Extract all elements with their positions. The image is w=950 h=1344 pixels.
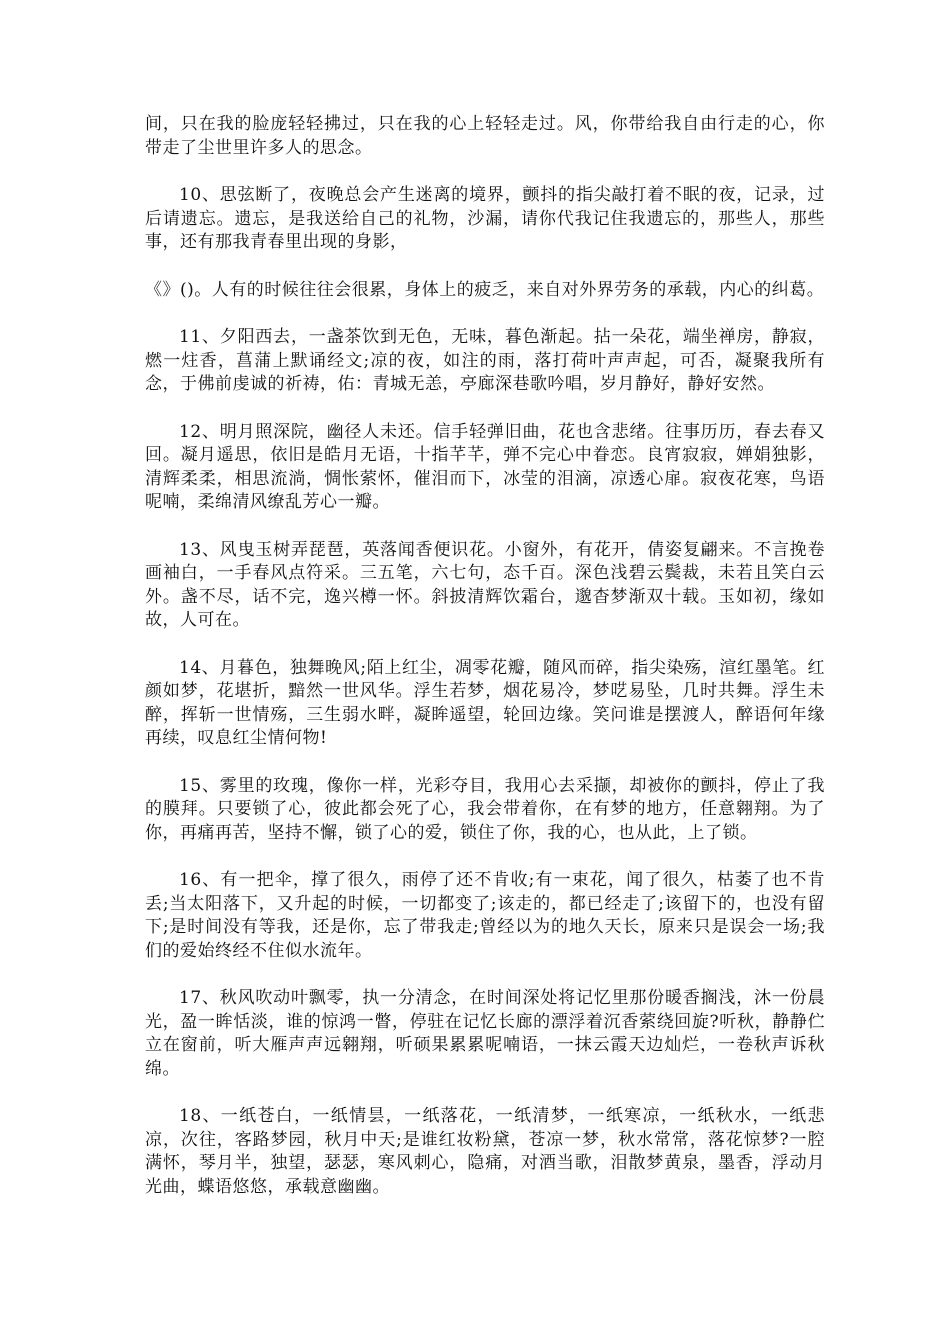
document-body: [145, 113, 825, 1223]
paragraph-10: 18、一纸苍白，一纸情昙，一纸落花，一纸清梦，一纸寒凉，一纸秋水，一纸悲凉，次往，客路梦园，秋月中天;是谁红妆粉黛，苍凉一梦，秋水常常，落花惊梦?一腔满怀，琴月半，独望，瑟瑟，寒风刺心，隐痛，对酒当歌，泪散梦黄泉，墨香，浮动月光曲，蝶语悠悠，承载意幽幽。: [145, 1106, 825, 1197]
paragraph-6: 14、月暮色，独舞晚风;陌上红尘，凋零花瓣，随风而碎，指尖染殇，渲红墨笔。红颜如梦，花堪折，黯然一世风华。浮生若梦，烟花易冷，梦呓易坠，几时共舞。浮生未醉，挥斩一世情殇，三生弱水畔，凝眸遥望，轮回边缘。笑问谁是摆渡人，醉语何年缘再续，叹息红尘情何物!: [145, 657, 825, 748]
paragraph-3: 11、夕阳西去，一盏茶饮到无色，无味，暮色渐起。拈一朵花，端坐禅房，静寂，燃一炷香，菖蒲上默诵经文;凉的夜，如注的雨，落打荷叶声声起，可否，凝聚我所有念，于佛前虔诚的祈祷，佑：青城无恙，亭廊深巷歌吟唱，岁月静好，静好安然。: [145, 327, 825, 394]
paragraph-1: 10、思弦断了，夜晚总会产生迷离的境界，颤抖的指尖敲打着不眠的夜，记录，过后请遗忘。遗忘，是我送给自己的礼物，沙漏，请你代我记住我遗忘的，那些人，那些事，还有那我青春里出现的身影，: [145, 185, 825, 252]
paragraph-4: 12、明月照深院，幽径人未还。信手轻弹旧曲，花也含悲绪。往事历历，春去春又回。凝月遥思，依旧是皓月无语，十指芊芊，弹不完心中眷恋。良宵寂寂，婵娟独影，清辉柔柔，相思流淌，惆怅萦怀，催泪而下，冰莹的泪滴，凉透心扉。寂夜花寒，鸟语呢喃，柔绵清风缭乱芳心一瓣。: [145, 421, 825, 512]
paragraph-2: 《》()。人有的时候往往会很累，身体上的疲乏，来自对外界劳务的承载，内心的纠葛。: [145, 279, 825, 300]
paragraph-9: 17、秋风吹动叶飘零，执一分清念，在时间深处将记忆里那份暖香搁浅，沐一份晨光，盈一眸恬淡，谁的惊鸿一瞥，停驻在记忆长廊的漂浮着沉香萦绕回旋?听秋，静静伫立在窗前，听大雁声声远翱翔，听硕果累累呢喃语，一抹云霞天边灿烂，一卷秋声诉秋绵。: [145, 988, 825, 1079]
paragraph-5: 13、风曳玉树弄琵琶，英落闻香便识花。小窗外，有花开，倩姿复翩来。不言挽卷画袖白，一手春风点符采。三五笔，六七句，态千百。深色浅碧云鬓裁，未若且笑白云外。盏不尽，话不完，逸兴樽一怀。斜披清辉饮霜台，邈杳梦渐双十载。玉如初，缘如故，人可在。: [145, 539, 825, 630]
paragraph-0: 间，只在我的脸庞轻轻拂过，只在我的心上轻轻走过。风，你带给我自由行走的心，你带走了尘世里许多人的思念。: [145, 114, 825, 158]
paragraph-8: 16、有一把伞，撑了很久，雨停了还不肯收;有一束花，闻了很久，枯萎了也不肯丢;当太阳落下，又升起的时候，一切都变了;该走的，都已经走了;该留下的，也没有留下;是时间没有等我，还是你，忘了带我走;曾经以为的地久天长，原来只是误会一场;我们的爱始终经不住似水流年。: [145, 870, 825, 961]
paragraph-7: 15、雾里的玫瑰，像你一样，光彩夺目，我用心去采撷，却被你的颤抖，停止了我的膜拜。只要锁了心，彼此都会死了心，我会带着你，在有梦的地方，任意翱翔。为了你，再痛再苦，坚持不懈，锁了心的爱，锁住了你，我的心，也从此，上了锁。: [145, 775, 825, 843]
